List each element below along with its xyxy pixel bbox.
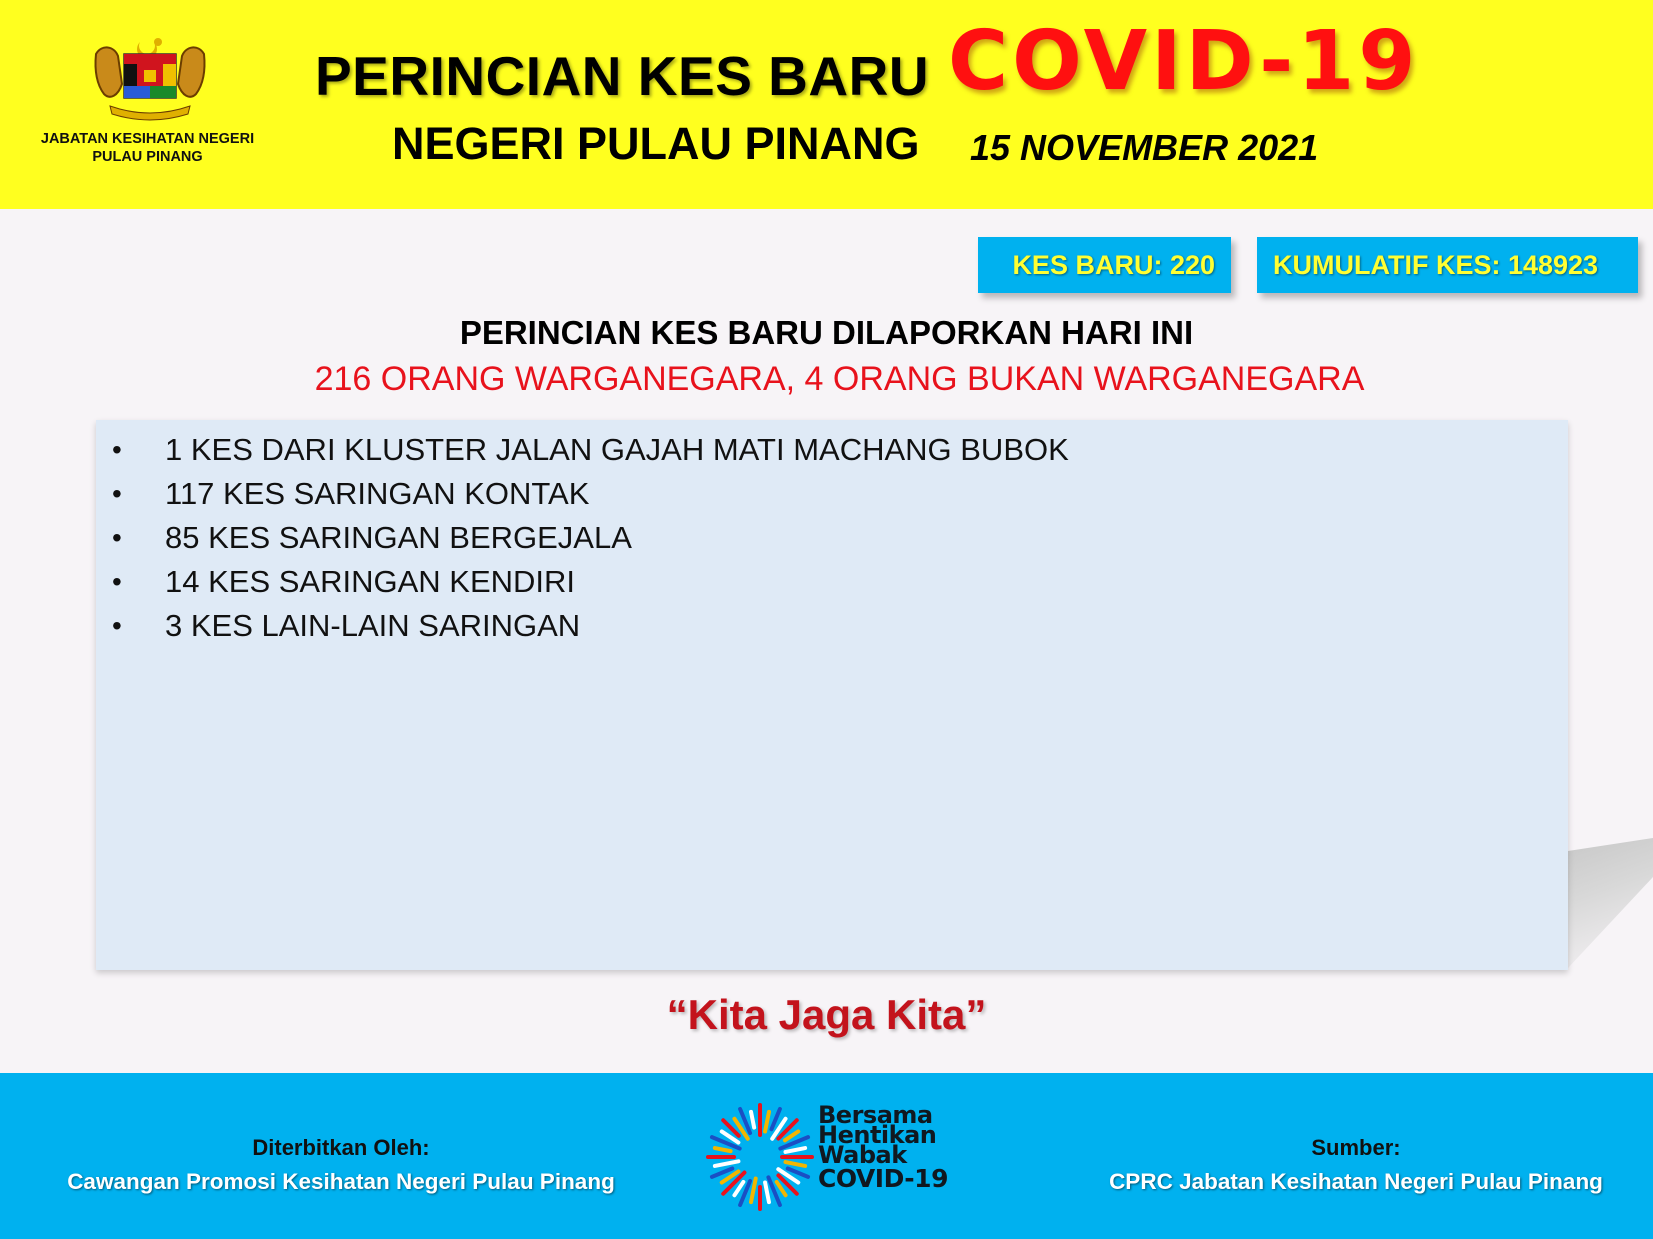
coat-of-arms-icon (88, 34, 212, 122)
title-main: PERINCIAN KES BARU (315, 45, 930, 107)
burst-ray (765, 1112, 769, 1132)
campaign-line2: Hentikan (818, 1121, 937, 1149)
case-list (96, 420, 1568, 648)
campaign-line1: Bersama (818, 1101, 933, 1129)
burst-ray (715, 1148, 731, 1151)
case-item-text: 14 KES SARINGAN KENDIRI (165, 564, 576, 599)
burst-ray (751, 1112, 754, 1128)
list-item (96, 560, 1568, 604)
burst-ray (786, 1148, 806, 1152)
section-title: PERINCIAN KES BARU DILAPORKAN HARI INI (459, 314, 1194, 351)
header-banner (0, 0, 1653, 209)
new-cases-badge: KES BARU: 220 (978, 237, 1231, 293)
bullet-icon: • (112, 566, 122, 597)
title-region: NEGERI PULAU PINANG (392, 118, 920, 169)
report-date: 15 NOVEMBER 2021 (970, 127, 1319, 168)
slogan: “Kita Jaga Kita” (666, 991, 987, 1038)
campaign-logo (700, 1097, 970, 1217)
department-name (20, 130, 275, 166)
department-logo (20, 34, 275, 169)
source-value: CPRC Jabatan Kesihatan Negeri Pulau Pinang (1109, 1169, 1603, 1194)
case-item-text: 117 KES SARINGAN KONTAK (165, 476, 590, 511)
bullet-icon: • (112, 434, 122, 465)
burst-logo-icon (700, 1097, 820, 1217)
published-by: Cawangan Promosi Kesihatan Negeri Pulau Pinang (67, 1169, 615, 1194)
list-item (96, 604, 1568, 648)
section-subtitle: 216 ORANG WARGANEGARA, 4 ORANG BUKAN WARGANEGARA (314, 360, 1365, 398)
bullet-icon: • (112, 522, 122, 553)
case-item-text: 3 KES LAIN-LAIN SARINGAN (165, 608, 581, 643)
list-item (96, 472, 1568, 516)
burst-ray (786, 1162, 806, 1166)
department-line2: PULAU PINANG (92, 149, 203, 165)
published-label: Diterbitkan Oleh: (252, 1135, 430, 1160)
campaign-text (818, 1101, 978, 1193)
case-details-panel (96, 420, 1568, 970)
burst-ray (715, 1161, 739, 1166)
case-item-text: 85 KES SARINGAN BERGEJALA (165, 520, 632, 555)
panel-shadow (1568, 838, 1653, 968)
campaign-line4: COVID-19 (818, 1164, 948, 1193)
case-item-text: 1 KES DARI KLUSTER JALAN GAJAH MATI MACHANG BUBOK (165, 432, 1069, 467)
list-item (96, 428, 1568, 472)
list-item (96, 516, 1568, 560)
title-covid: COVID-19 (948, 14, 1420, 109)
campaign-line3: Wabak (818, 1141, 907, 1169)
burst-ray (765, 1183, 769, 1203)
footer-banner (0, 1073, 1653, 1239)
bullet-icon: • (112, 610, 122, 641)
cumulative-cases-badge: KUMULATIF KES: 148923 (1257, 237, 1638, 293)
department-line1: JABATAN KESIHATAN NEGERI (40, 131, 255, 147)
source-label: Sumber: (1311, 1135, 1401, 1160)
bullet-icon: • (112, 478, 122, 509)
